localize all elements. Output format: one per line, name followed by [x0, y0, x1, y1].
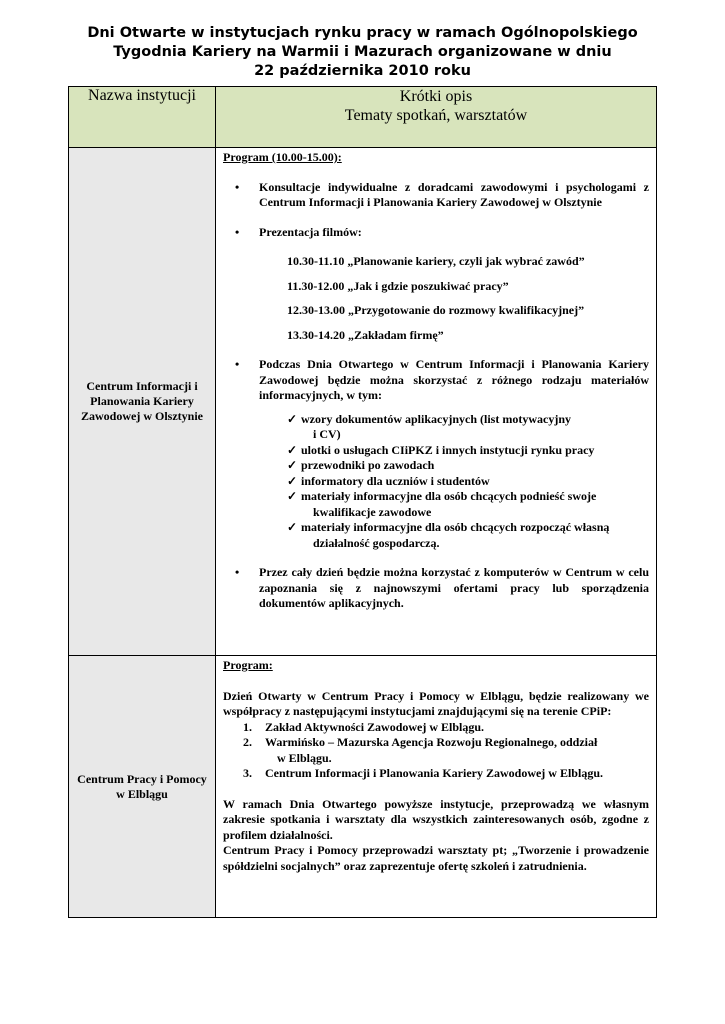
film-item: 12.30-13.00 „Przygotowanie do rozmowy kwalifikacyjnej” — [287, 303, 585, 317]
description-olsztyn — [216, 148, 657, 656]
film-item: 13.30-14.20 „Zakładam firmę” — [287, 327, 444, 342]
film-item: 11.30-12.00 „Jak i gdzie poszukiwać pracy” — [287, 278, 509, 293]
material-item: ✓ przewodniki po zawodach — [287, 458, 435, 472]
bullet-materials — [223, 357, 649, 551]
table-row — [69, 148, 657, 656]
material-item: ✓ ulotki o usługach CIiPKZ i innych instytucji rynku pracy — [287, 442, 595, 457]
material-item: ✓ informatory dla uczniów i studentów — [287, 473, 490, 488]
header-institution-name: Nazwa instytucji — [69, 87, 216, 148]
checkmark-icon: ✓ — [287, 520, 298, 534]
elblag-intro: Dzień Otwarty w Centrum Pracy i Pomocy w Elblągu, będzie realizowany we współpracy z następującymi instytucjami znajdującymi się na terenie CPiP: — [223, 688, 649, 718]
partner-item: 1. Zakład Aktywności Zawodowej w Elblągu. — [243, 719, 485, 734]
material-item: ✓ materiały informacyjne dla osób chcących rozpocząć własną działalność gospodarczą. — [287, 520, 610, 550]
checkmark-icon: ✓ — [287, 442, 298, 457]
materials-list — [259, 412, 649, 552]
checkmark-icon: ✓ — [287, 411, 298, 426]
checkmark-icon: ✓ — [287, 458, 298, 472]
institution-name-olsztyn: Centrum Informacji i Planowania Kariery Zawodowej w Olsztynie — [69, 148, 216, 656]
program-bullets — [223, 180, 649, 612]
film-item: 10.30-11.10 „Planowanie kariery, czyli jak wybrać zawód” — [287, 254, 585, 268]
institutions-table — [68, 86, 657, 918]
title-line-3: 22 października 2010 roku — [254, 63, 471, 79]
description-elblag — [216, 656, 657, 918]
program-label: Program (10.00-15.00): — [223, 150, 342, 164]
header-description-line-2: Tematy spotkań, warsztatów — [344, 107, 528, 124]
partner-list — [223, 720, 649, 782]
bullet-computers: • Przez cały dzień będzie można korzystać z komputerów w Centrum w celu zapoznania się z najnowszymi ofertami pracy lub sporządzenia dokumentów aplikacyjnych. — [223, 565, 649, 612]
title-line-2: Tygodnia Kariery na Warmii i Mazurach organizowane w dniu — [113, 44, 612, 60]
title-line-1: Dni Otwarte w instytucjach rynku pracy w ramach Ogólnopolskiego — [87, 25, 638, 41]
table-row — [69, 656, 657, 918]
material-item: ✓ materiały informacyjne dla osób chcących podnieść swoje kwalifikacje zawodowe — [287, 489, 597, 519]
partner-item: 2. Warmińsko – Mazurska Agencja Rozwoju Regionalnego, oddział w Elblągu. — [243, 735, 598, 765]
program-label: Program: — [223, 658, 273, 672]
institution-name-elblag: Centrum Pracy i Pomocy w Elblągu — [69, 656, 216, 918]
films-label: Prezentacja filmów: — [259, 224, 362, 239]
film-list — [259, 254, 649, 343]
document-title — [60, 24, 665, 81]
table-header-row — [69, 87, 657, 148]
materials-intro: Podczas Dnia Otwartego w Centrum Informacji i Planowania Kariery Zawodowej będzie można skorzystać z różnego rodzaju materiałów informacyjnych, w tym: — [259, 357, 649, 402]
material-item: ✓ wzory dokumentów aplikacyjnych (list motywacyjny i CV) — [287, 411, 571, 441]
checkmark-icon: ✓ — [287, 473, 298, 488]
bullet-consultations: • Konsultacje indywidualne z doradcami zawodowymi i psychologami z Centrum Informacji i Planowania Kariery Zawodowej w Olsztynie — [223, 180, 649, 211]
checkmark-icon: ✓ — [287, 489, 298, 503]
bullet-films — [223, 225, 649, 344]
elblag-paragraph-1: W ramach Dnia Otwartego powyższe instytucje, przeprowadzą we własnym zakresie spotkania i warsztaty dla wszystkich zainteresowanych osób, zgodne z profilem działalności. — [223, 796, 649, 842]
header-description-line-1: Krótki opis — [399, 88, 473, 105]
header-description — [216, 87, 657, 148]
partner-item: 3. Centrum Informacji i Planowania Kariery Zawodowej w Elblągu. — [243, 766, 603, 780]
elblag-paragraph-2: Centrum Pracy i Pomocy przeprowadzi warsztaty pt; „Tworzenie i prowadzenie spółdzielni socjalnych” oraz zaprezentuje ofertę szkoleń i zatrudnienia. — [223, 843, 649, 873]
